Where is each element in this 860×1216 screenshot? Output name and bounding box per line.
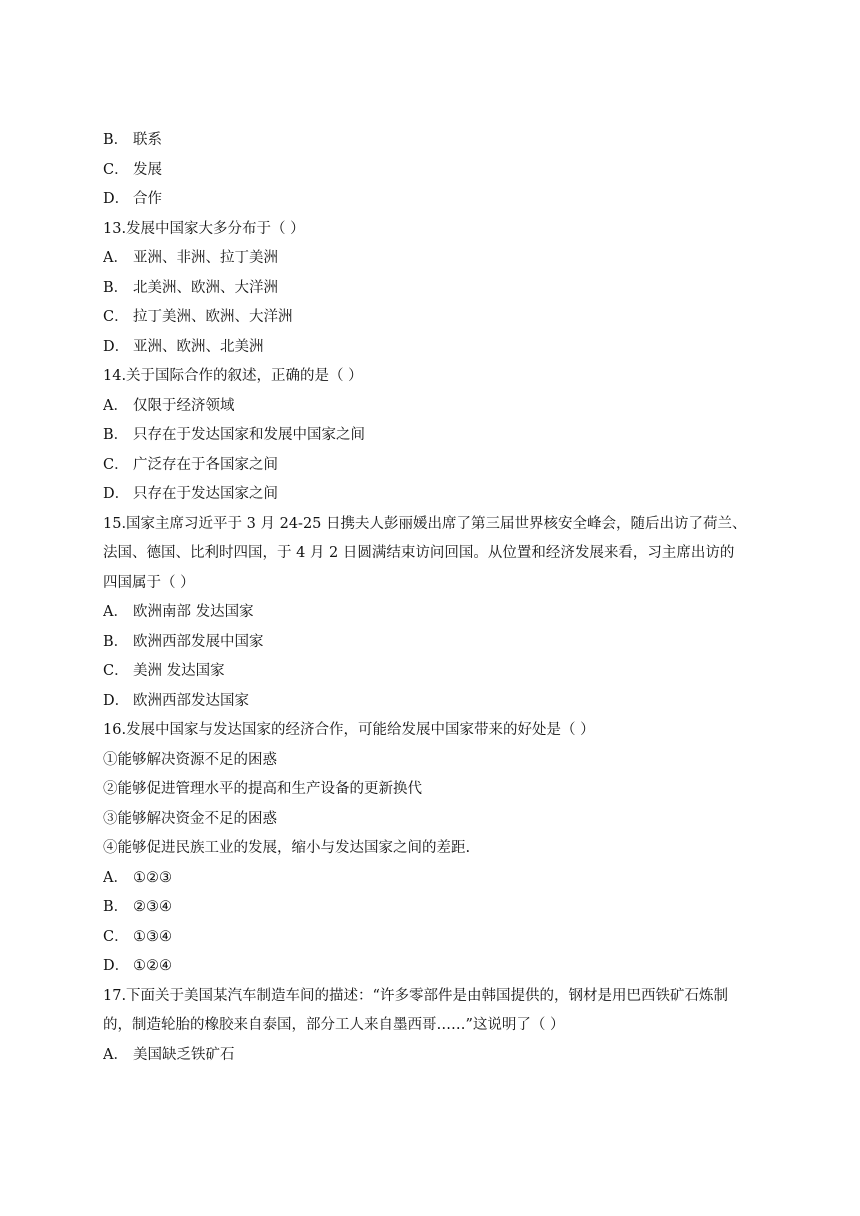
option-letter: A． [103,604,128,620]
text-line: ④能够促进民族工业的发展，缩小与发达国家之间的差距. [103,840,471,856]
question-text-line [103,746,763,776]
option-text: 亚洲、欧洲、北美洲 [133,338,264,355]
answer-option [103,156,763,186]
answer-option [103,480,763,510]
option-letter: D． [103,692,130,709]
question-text-line [103,215,763,245]
option-text: 合作 [133,191,162,207]
option-letter: A． [103,869,128,886]
option-text: 欧洲西部发展中国家 [133,633,264,650]
answer-option [103,893,763,923]
answer-option [103,687,763,717]
option-letter: C． [103,663,129,679]
option-text: 欧洲南部 发达国家 [133,604,254,620]
answer-option [103,244,763,274]
option-letter: C． [103,309,129,325]
text-line: 13.发展中国家大多分布于（ ） [103,220,305,237]
text-line: 17.下面关于美国某汽车制造车间的描述：“许多零部件是由韩国提供的，钢材是用巴西铁矿石炼制 [103,987,728,1004]
question-text-line [103,805,763,835]
question-text-line [103,716,763,746]
option-letter: C． [103,161,129,178]
option-text: 美国缺乏铁矿石 [133,1046,235,1063]
option-letter: D． [103,338,130,355]
answer-option [103,421,763,451]
text-line: 16.发展中国家与发达国家的经济合作，可能给发展中国家带来的好处是（ ） [103,722,595,738]
question-text-line [103,569,763,599]
option-text: 联系 [133,132,162,148]
option-text: ①②③ [133,869,172,886]
question-text-line [103,362,763,392]
option-text: ①③④ [133,928,172,945]
option-letter: B． [103,633,129,650]
answer-option [103,333,763,363]
option-letter: C． [103,928,129,945]
question-text-line [103,775,763,805]
answer-option [103,185,763,215]
text-line: ③能够解决资金不足的困惑 [103,810,277,827]
text-line: 15.国家主席习近平于 3 月 24-25 日携夫人彭丽媛出席了第三届世界核安全峰会，随后出访了荷兰、 [103,515,747,532]
question-text-line [103,539,763,569]
text-line: 的，制造轮胎的橡胶来自泰国，部分工人来自墨西哥……”这说明了（ ） [103,1017,565,1033]
option-letter: B． [103,899,129,915]
option-letter: D． [103,958,130,974]
answer-option [103,598,763,628]
answer-option [103,1041,763,1071]
option-text: ①②④ [133,958,172,974]
answer-option [103,126,763,156]
answer-option [103,451,763,481]
answer-option [103,864,763,894]
text-line: 四国属于（ ） [103,574,195,591]
option-text: 亚洲、非洲、拉丁美洲 [133,250,278,266]
question-text-line [103,982,763,1012]
answer-option [103,303,763,333]
answer-option [103,952,763,982]
option-text: 广泛存在于各国家之间 [133,456,278,473]
answer-option [103,392,763,422]
answer-option [103,628,763,658]
option-letter: A． [103,1046,128,1063]
option-text: 只存在于发达国家和发展中国家之间 [133,427,365,443]
option-text: 仅限于经济领域 [133,397,235,414]
option-text: 北美洲、欧洲、大洋洲 [133,279,278,296]
option-letter: B． [103,279,129,296]
question-text-line [103,834,763,864]
option-text: 发展 [133,161,162,178]
question-text-line [103,510,763,540]
option-text: 美洲 发达国家 [133,663,225,679]
option-text: ②③④ [133,899,172,915]
text-line: ②能够促进管理水平的提高和生产设备的更新换代 [103,781,422,797]
option-text: 欧洲西部发达国家 [133,692,249,709]
text-line: 法国、德国、比利时四国，于 4 月 2 日圆满结束访问回国。从位置和经济发展来看，习主席出访的 [103,545,735,561]
answer-option [103,923,763,953]
option-text: 只存在于发达国家之间 [133,486,278,502]
option-letter: B． [103,132,129,148]
answer-option [103,274,763,304]
text-line: ①能够解决资源不足的困惑 [103,751,277,768]
option-letter: C． [103,456,129,473]
option-letter: D． [103,191,130,207]
answer-option [103,657,763,687]
option-letter: A． [103,397,128,414]
option-letter: A． [103,250,128,266]
option-text: 拉丁美洲、欧洲、大洋洲 [133,309,293,325]
text-line: 14.关于国际合作的叙述，正确的是（ ） [103,368,363,384]
document-content [103,126,763,1070]
option-letter: B． [103,427,129,443]
option-letter: D． [103,486,130,502]
question-text-line [103,1011,763,1041]
